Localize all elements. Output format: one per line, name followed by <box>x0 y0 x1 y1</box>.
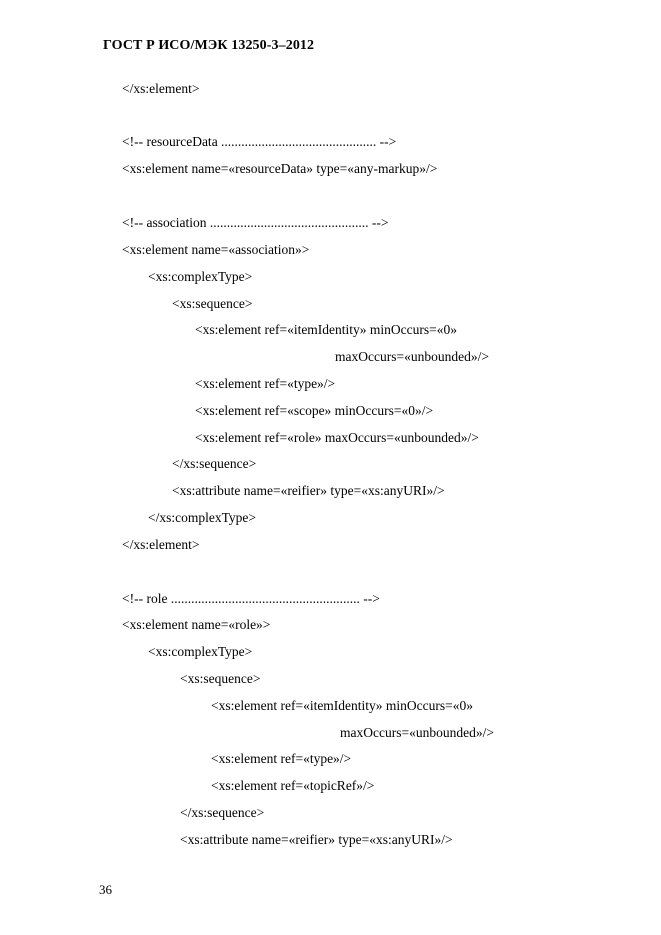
code-line: </xs:sequence> <box>180 805 265 820</box>
code-line: <xs:attribute name=«reifier» type=«xs:anyURI»/> <box>180 832 453 847</box>
code-comment-association: <!-- association ............................................... --> <box>122 215 389 230</box>
document-header-title: ГОСТ Р ИСО/МЭК 13250-3–2012 <box>103 38 315 53</box>
code-line: <xs:element ref=«scope» minOccurs=«0»/> <box>195 403 434 418</box>
code-line: </xs:element> <box>122 81 200 96</box>
code-line: <xs:attribute name=«reifier» type=«xs:anyURI»/> <box>172 483 445 498</box>
code-comment-resourcedata: <!-- resourceData .............................................. --> <box>122 134 397 149</box>
code-line: <xs:sequence> <box>180 671 261 686</box>
code-line: <xs:sequence> <box>172 296 253 311</box>
code-line: </xs:complexType> <box>148 510 257 525</box>
code-line: <xs:complexType> <box>148 644 253 659</box>
code-line: maxOccurs=«unbounded»/> <box>340 725 494 740</box>
code-comment-role: <!-- role ........................................................ --> <box>122 591 380 606</box>
code-line: <xs:element ref=«role» maxOccurs=«unbounded»/> <box>195 430 479 445</box>
code-line: </xs:element> <box>122 537 200 552</box>
code-line: <xs:element ref=«itemIdentity» minOccurs=«0» <box>195 322 458 337</box>
code-line: <xs:element ref=«type»/> <box>195 376 336 391</box>
code-line: <xs:complexType> <box>148 269 253 284</box>
code-line: maxOccurs=«unbounded»/> <box>335 349 489 364</box>
code-line: <xs:element ref=«topicRef»/> <box>211 778 375 793</box>
code-line: <xs:element name=«association»> <box>122 242 310 257</box>
code-line: </xs:sequence> <box>172 456 257 471</box>
page-number: 36 <box>99 882 112 897</box>
code-line: <xs:element ref=«type»/> <box>211 751 352 766</box>
code-line: <xs:element name=«resourceData» type=«any-markup»/> <box>122 161 438 176</box>
code-line: <xs:element name=«role»> <box>122 617 271 632</box>
code-line: <xs:element ref=«itemIdentity» minOccurs=«0» <box>211 698 474 713</box>
